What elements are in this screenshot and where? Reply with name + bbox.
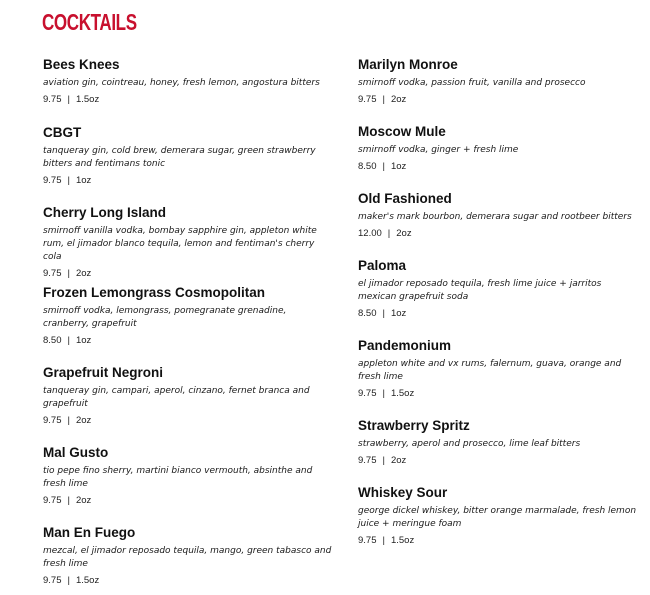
item-name: CBGT [43, 125, 82, 140]
item-price-size [43, 575, 333, 587]
item-price-size [43, 415, 333, 427]
item-price: 9.75 [358, 94, 377, 105]
item-price: 9.75 [358, 455, 377, 466]
item-description: smirnoff vodka, ginger + fresh lime [358, 145, 519, 155]
item-description: el jimador reposado tequila, fresh lime juice + jarritos mexican grapefruit soda [358, 279, 602, 302]
item-description: smirnoff vodka, passion fruit, vanilla and prosecco [358, 78, 586, 88]
item-price-size [43, 94, 333, 106]
item-price: 9.75 [358, 388, 377, 399]
item-price-size [358, 535, 640, 547]
item-price: 9.75 [43, 268, 62, 279]
item-name: Pandemonium [358, 338, 452, 353]
item-description: tio pepe fino sherry, martini bianco vermouth, absinthe and fresh lime [43, 466, 313, 489]
item-description: strawberry, aperol and prosecco, lime leaf bitters [358, 439, 581, 449]
item-description: george dickel whiskey, bitter orange marmalade, fresh lemon juice + meringue foam [358, 506, 637, 529]
menu-item-cbgt [43, 124, 333, 187]
item-name: Cherry Long Island [43, 205, 167, 220]
item-price-size [43, 175, 333, 187]
item-description: tanqueray gin, campari, aperol, cinzano, fernet branca and grapefruit [43, 386, 310, 409]
item-price-size [358, 94, 640, 106]
menu-item-marilyn-monroe [358, 56, 640, 106]
item-size: 2oz [390, 455, 407, 466]
item-price: 8.50 [358, 308, 377, 319]
item-name: Old Fashioned [358, 191, 452, 206]
separator: | [67, 268, 70, 279]
item-size: 1.5oz [75, 575, 100, 586]
item-price: 8.50 [358, 161, 377, 172]
item-description: appleton white and vx rums, falernum, guava, orange and fresh lime [358, 359, 622, 382]
separator: | [67, 94, 70, 105]
item-name: Marilyn Monroe [358, 57, 458, 72]
item-size: 1oz [75, 335, 92, 346]
item-name: Paloma [358, 258, 407, 273]
separator: | [67, 575, 70, 586]
item-price-size [43, 495, 333, 507]
item-price-size [358, 308, 640, 320]
item-price: 9.75 [43, 575, 62, 586]
item-price: 9.75 [43, 495, 62, 506]
item-price: 9.75 [43, 415, 62, 426]
separator: | [382, 161, 385, 172]
item-name: Mal Gusto [43, 445, 109, 460]
item-name: Grapefruit Negroni [43, 365, 164, 380]
separator: | [67, 335, 70, 346]
separator: | [67, 175, 70, 186]
menu-item-paloma [358, 257, 640, 320]
item-price: 9.75 [43, 94, 62, 105]
item-size: 1oz [390, 161, 407, 172]
item-size: 2oz [75, 415, 92, 426]
menu-item-bees-knees [43, 56, 333, 106]
item-price: 9.75 [43, 175, 62, 186]
separator: | [387, 228, 391, 239]
menu-item-frozen-lemongrass-cosmopolitan [43, 284, 333, 347]
item-description: mezcal, el jimador reposado tequila, mango, green tabasco and fresh lime [43, 546, 332, 569]
separator: | [67, 495, 70, 506]
menu-item-moscow-mule [358, 123, 640, 173]
item-price: 8.50 [43, 335, 62, 346]
item-size: 1.5oz [390, 535, 415, 546]
menu-item-man-en-fuego [43, 524, 333, 587]
item-name: Frozen Lemongrass Cosmopolitan [43, 285, 266, 300]
page-title: COCKTAILS [42, 9, 137, 35]
item-description: maker's mark bourbon, demerara sugar and rootbeer bitters [358, 212, 632, 222]
separator: | [67, 415, 70, 426]
menu-item-pandemonium [358, 337, 640, 400]
item-price-size [43, 335, 333, 347]
menu-item-cherry-long-island [43, 204, 333, 280]
item-name: Moscow Mule [358, 124, 446, 139]
separator: | [382, 535, 385, 546]
item-price-size [358, 228, 640, 240]
item-name: Man En Fuego [43, 525, 136, 540]
item-size: 1oz [75, 175, 92, 186]
separator: | [382, 455, 385, 466]
item-price-size [358, 455, 640, 467]
menu-item-old-fashioned [358, 190, 640, 240]
item-size: 1oz [390, 308, 407, 319]
item-price: 12.00 [358, 228, 382, 239]
menu-item-strawberry-spritz [358, 417, 640, 467]
item-price-size [358, 161, 640, 173]
item-name: Bees Knees [43, 57, 120, 72]
item-description: smirnoff vanilla vodka, bombay sapphire gin, appleton white rum, el jimador blanco tequila, lemon and fentiman's cherry cola [43, 226, 317, 262]
item-size: 2oz [390, 94, 407, 105]
item-name: Strawberry Spritz [358, 418, 470, 433]
item-price: 9.75 [358, 535, 377, 546]
item-name: Whiskey Sour [358, 485, 448, 500]
item-size: 2oz [75, 495, 92, 506]
menu-item-grapefruit-negroni [43, 364, 333, 427]
item-size: 2oz [75, 268, 92, 279]
menu-item-whiskey-sour [358, 484, 640, 547]
separator: | [382, 388, 385, 399]
separator: | [382, 308, 385, 319]
item-price-size [358, 388, 640, 400]
separator: | [382, 94, 385, 105]
item-size: 2oz [396, 228, 412, 239]
item-price-size [43, 268, 333, 280]
item-size: 1.5oz [390, 388, 415, 399]
item-description: aviation gin, cointreau, honey, fresh lemon, angostura bitters [43, 78, 320, 88]
item-size: 1.5oz [75, 94, 100, 105]
menu-item-mal-gusto [43, 444, 333, 507]
item-description: tanqueray gin, cold brew, demerara sugar, green strawberry bitters and fentimans tonic [43, 146, 316, 169]
item-description: smirnoff vodka, lemongrass, pomegranate grenadine, cranberry, grapefruit [43, 306, 287, 329]
